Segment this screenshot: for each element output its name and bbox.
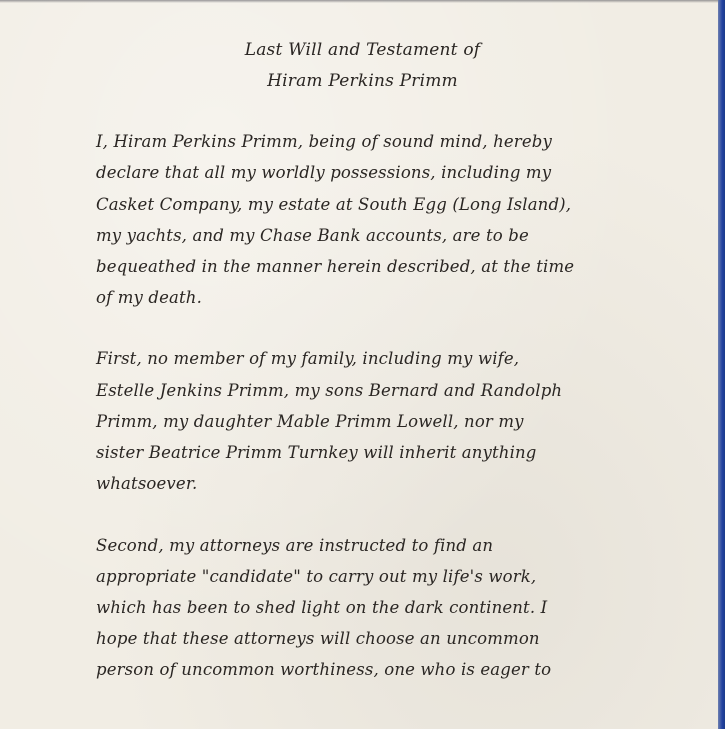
paragraph-2-line-4: sister Beatrice Primm Turnkey will inherit anything [96,443,537,462]
paragraph-3-line-5: person of uncommon worthiness, one who is eager to [96,660,552,679]
paragraph-3-line-3: which has been to shed light on the dark continent. I [96,598,548,617]
paragraph-2-line-1: First, no member of my family, including my wife, [96,349,520,368]
paragraph-2-line-5: whatsoever. [96,474,198,493]
paragraph-3-line-2: appropriate "candidate" to carry out my life's work, [96,567,537,586]
document-title-line-1: Last Will and Testament of [244,40,481,60]
paragraph-1-line-3: Casket Company, my estate at South Egg (Long Island), [96,195,572,214]
paragraph-1-line-1: I, Hiram Perkins Primm, being of sound mind, hereby [96,132,552,151]
paragraph-3-line-1: Second, my attorneys are instructed to find an [96,536,494,555]
paragraph-1-line-2: declare that all my worldly possessions, including my [96,163,552,182]
document-title-line-2: Hiram Perkins Primm [267,71,458,91]
paragraph-1-line-5: bequeathed in the manner herein described, at the time [96,257,575,276]
paragraph-1-line-4: my yachts, and my Chase Bank accounts, are to be [96,226,529,245]
paragraph-1-line-6: of my death. [96,288,202,307]
paragraph-2-line-3: Primm, my daughter Mable Primm Lowell, nor my [96,412,524,431]
window-edge-border [718,0,725,729]
paragraph-2-line-2: Estelle Jenkins Primm, my sons Bernard and Randolph [96,381,563,400]
paragraph-3-line-4: hope that these attorneys will choose an uncommon [96,629,540,648]
page-top-shadow [0,0,718,3]
